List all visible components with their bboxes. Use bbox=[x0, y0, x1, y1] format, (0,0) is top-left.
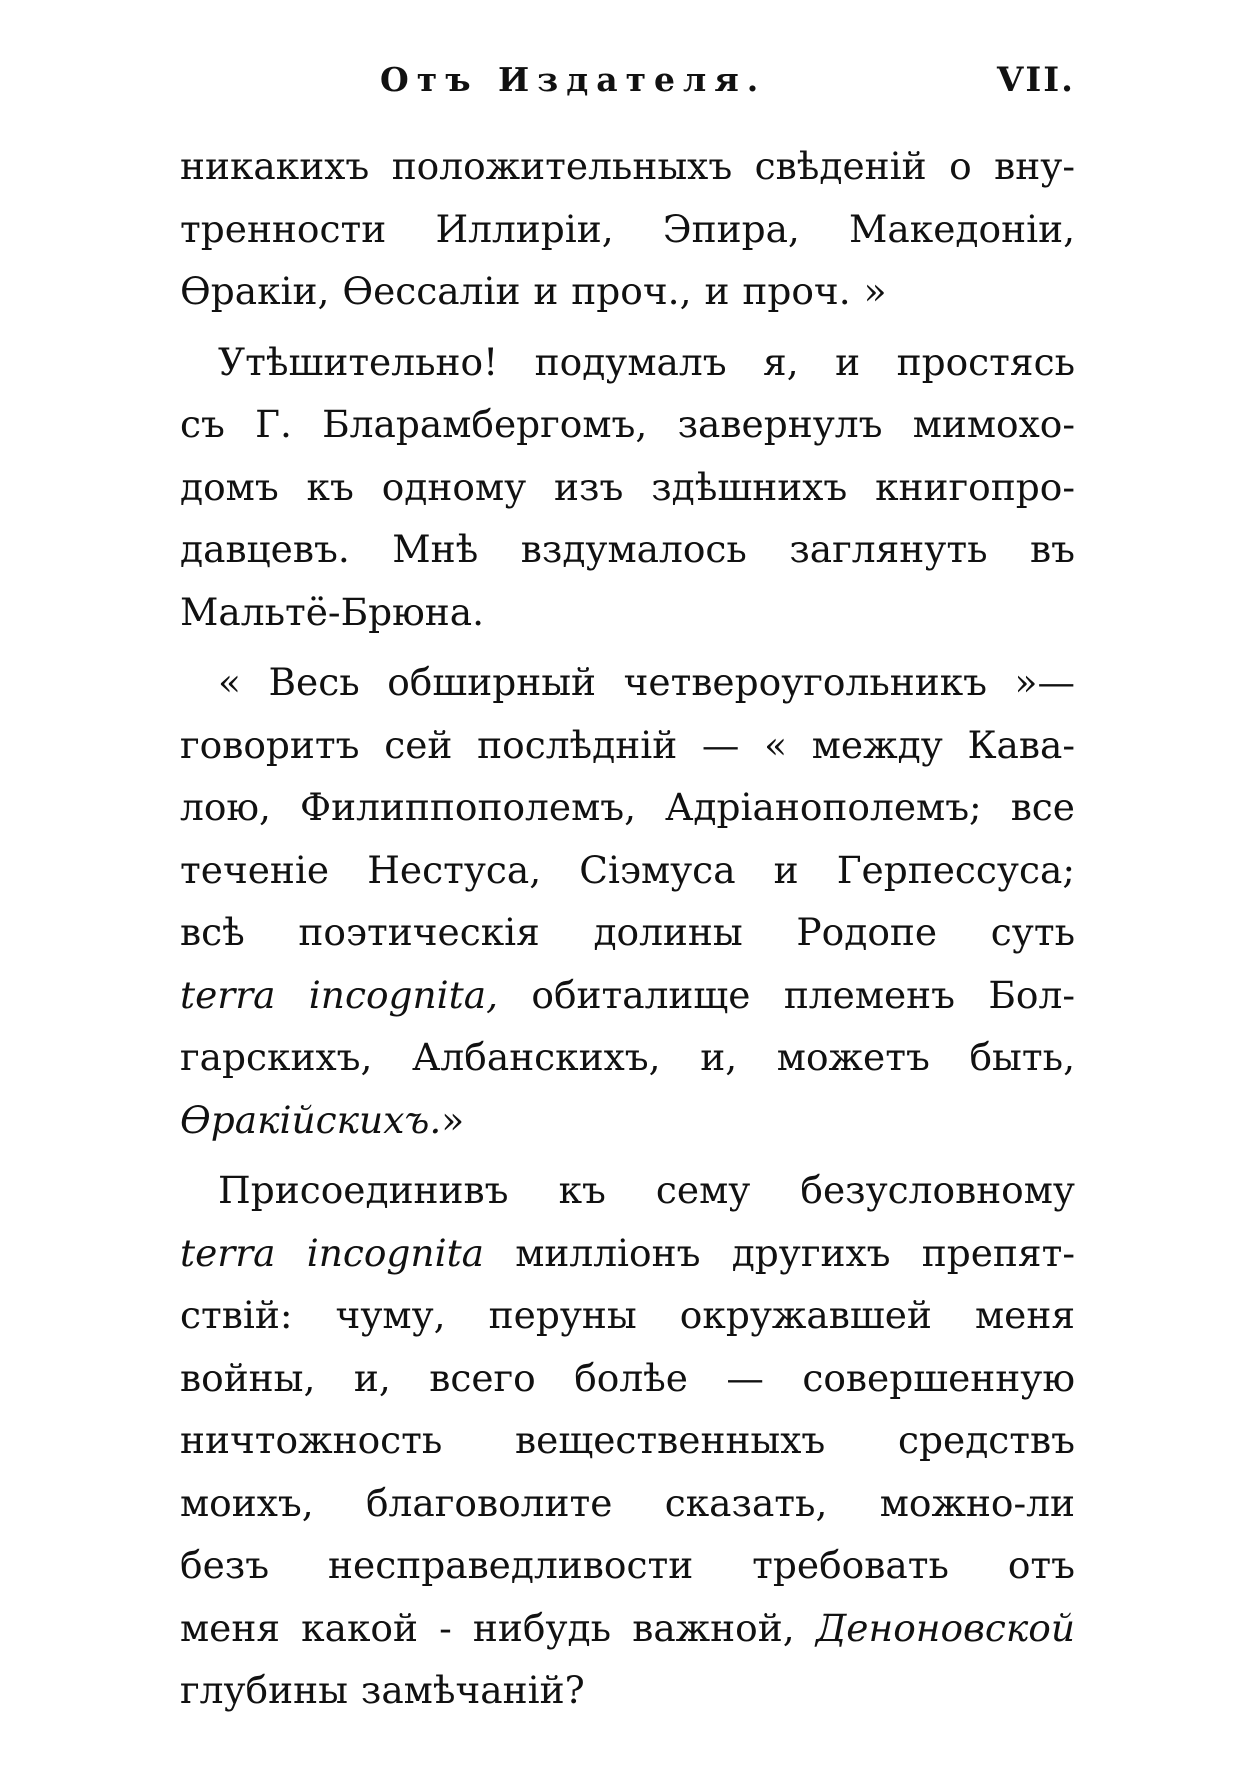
paragraph bbox=[180, 651, 1075, 1151]
italic-text-run: Ѳракійскихъ. bbox=[180, 1097, 442, 1142]
text-run: обиталище племенъ Бол- bbox=[498, 972, 1075, 1017]
text-run: Ѳракіи, Ѳессаліи и проч., и проч. » bbox=[180, 269, 887, 313]
text-run: теченіе Нестуса, Сіэмуса и Герпессуса; bbox=[180, 847, 1075, 892]
text-run: тренности Иллиріи, Эпира, Македоніи, bbox=[180, 206, 1075, 251]
text-line bbox=[180, 839, 1075, 902]
text-line bbox=[180, 1472, 1075, 1535]
text-run: давцевъ. Мнѣ вздумалось заглянуть въ bbox=[180, 527, 1075, 571]
paragraph bbox=[180, 1159, 1075, 1722]
text-run: лою, Филиппополемъ, Адріанополемъ; все bbox=[180, 785, 1075, 829]
text-line bbox=[180, 581, 1075, 644]
text-run: Утѣшительно! подумалъ я, и простясь bbox=[218, 339, 1075, 384]
text-line bbox=[180, 393, 1075, 456]
paragraph bbox=[180, 331, 1075, 644]
italic-text-run: terra incognita bbox=[180, 1230, 485, 1275]
text-run: « Весь обширный четвероугольникъ »— bbox=[218, 660, 1075, 704]
text-line bbox=[180, 714, 1075, 777]
text-line bbox=[180, 198, 1075, 261]
text-run: ствій: чуму, перуны окружавшей меня bbox=[180, 1293, 1075, 1337]
text-line bbox=[180, 1026, 1075, 1089]
text-line bbox=[180, 1159, 1075, 1222]
text-run: никакихъ положительныхъ свѣденій о вну- bbox=[180, 144, 1075, 188]
text-line bbox=[180, 1089, 1075, 1152]
body-text bbox=[180, 135, 1075, 1712]
italic-text-run: Деноновской bbox=[815, 1605, 1075, 1650]
paragraph bbox=[180, 135, 1075, 323]
text-run: Мальтё-Брюна. bbox=[180, 589, 485, 634]
text-line bbox=[180, 518, 1075, 581]
page-number: VII. bbox=[996, 60, 1075, 100]
text-line bbox=[180, 1222, 1075, 1285]
text-run: милліонъ другихъ препят- bbox=[484, 1230, 1075, 1275]
text-run: безъ несправедливости требовать отъ bbox=[180, 1543, 1075, 1587]
text-run: Присоединивъ къ сему безусловному bbox=[218, 1168, 1075, 1212]
text-run: гарскихъ, Албанскихъ, и, можетъ быть, bbox=[180, 1035, 1075, 1079]
text-line bbox=[180, 331, 1075, 394]
text-line bbox=[180, 651, 1075, 714]
text-line bbox=[180, 901, 1075, 964]
text-line bbox=[180, 1534, 1075, 1597]
text-line bbox=[180, 776, 1075, 839]
text-run: войны, и, всего болѣе — совершенную bbox=[180, 1355, 1075, 1400]
text-line bbox=[180, 456, 1075, 519]
text-line bbox=[180, 1597, 1075, 1660]
text-line bbox=[180, 1347, 1075, 1410]
text-run: съ Г. Бларамбергомъ, завернулъ мимохо- bbox=[180, 402, 1075, 446]
text-run: говоритъ сей послѣдній — « между Кава- bbox=[180, 722, 1075, 767]
text-line bbox=[180, 135, 1075, 198]
text-run: глубины замѣчаній? bbox=[180, 1668, 585, 1712]
text-line bbox=[180, 1284, 1075, 1347]
running-head bbox=[180, 48, 1075, 118]
italic-text-run: terra incognita, bbox=[180, 972, 499, 1017]
text-run: всѣ поэтическія долины Родопе суть bbox=[180, 910, 1075, 954]
text-run: домъ къ одному изъ здѣшнихъ книгопро- bbox=[180, 464, 1075, 509]
text-run: меня какой - нибудь важной, bbox=[180, 1605, 816, 1650]
text-run: ничтожность вещественныхъ средствъ bbox=[180, 1418, 1075, 1462]
running-head-title: Отъ Издателя. bbox=[380, 60, 767, 99]
text-line bbox=[180, 260, 1075, 323]
text-line bbox=[180, 1409, 1075, 1472]
text-line bbox=[180, 1659, 1075, 1722]
text-run: » bbox=[441, 1097, 465, 1142]
text-run: моихъ, благоволите сказать, можно-ли bbox=[180, 1480, 1075, 1525]
text-line bbox=[180, 964, 1075, 1027]
